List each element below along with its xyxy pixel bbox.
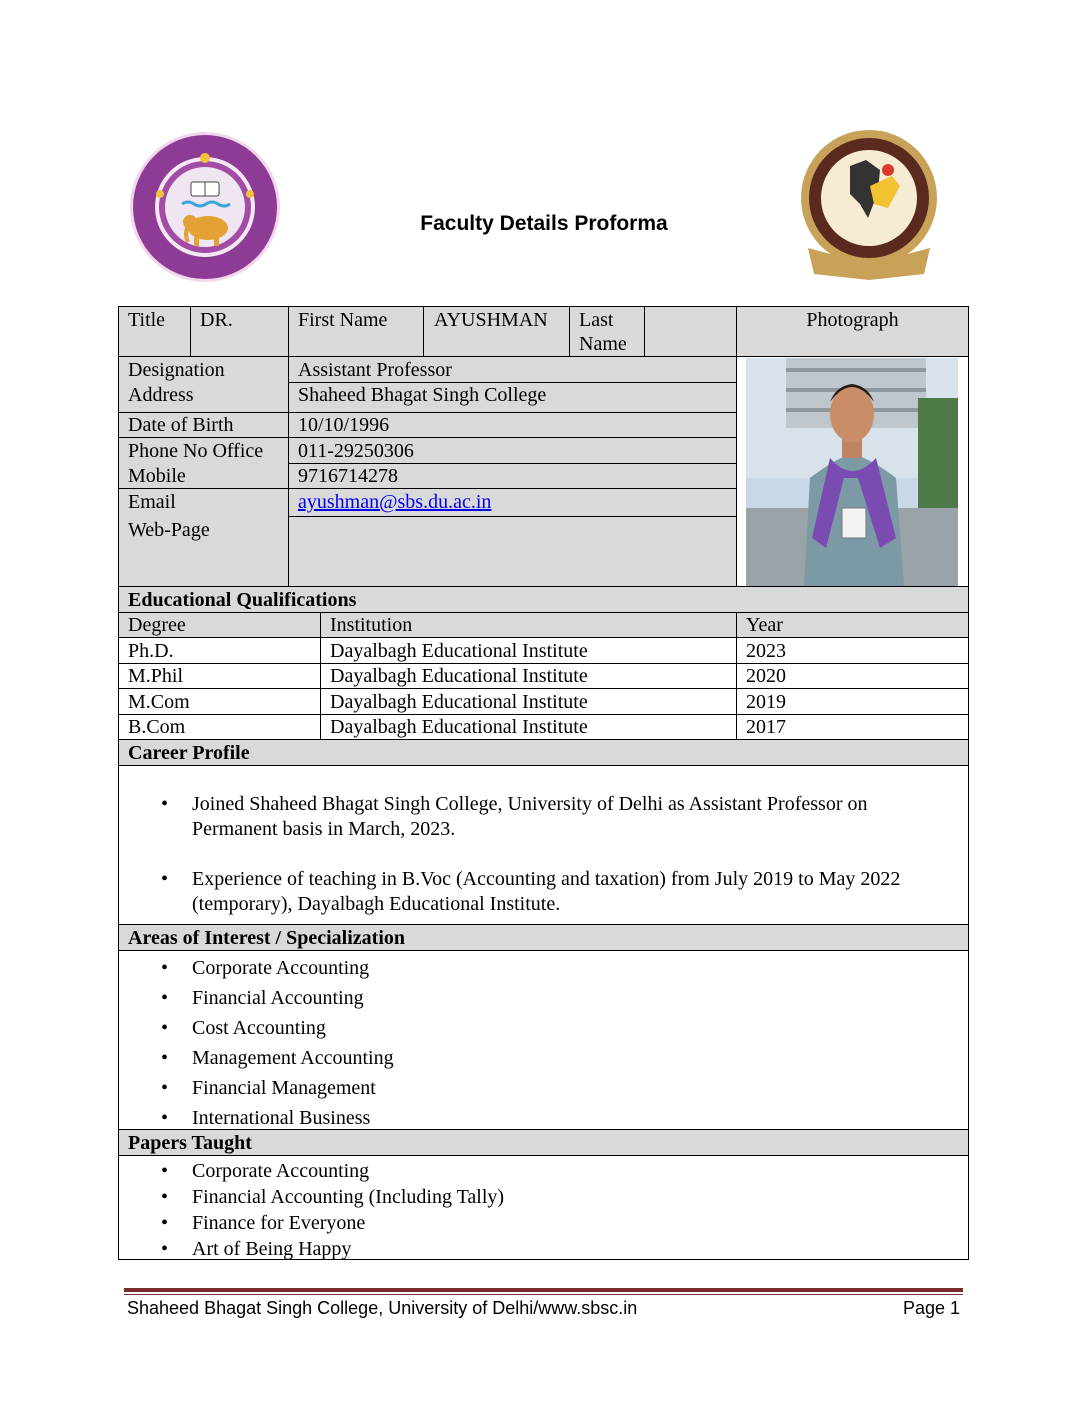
career-list	[192, 792, 900, 917]
title-value: DR.	[200, 309, 233, 331]
page-title: Faculty Details Proforma	[420, 212, 668, 235]
career-item-line2: (temporary), Dayalbagh Educational Institute.	[192, 893, 561, 915]
photograph-label: Photograph	[806, 309, 899, 331]
papers-heading: Papers Taught	[128, 1132, 252, 1154]
university-of-delhi-logo	[128, 130, 282, 284]
last-name-label-line1: Last	[579, 309, 614, 331]
phone-office-value: 011-29250306	[298, 440, 414, 462]
mobile-label: Mobile	[128, 465, 186, 487]
education-row-institution: Dayalbagh Educational Institute	[330, 716, 588, 738]
designation-label: Designation	[128, 359, 225, 381]
education-row-institution: Dayalbagh Educational Institute	[330, 691, 588, 713]
list-item: • Management Accounting	[192, 1043, 394, 1073]
phone-office-label: Phone No Office	[128, 440, 264, 462]
rule	[118, 586, 969, 587]
career-item-line2: Permanent basis in March, 2023.	[192, 818, 456, 840]
footer-rule	[124, 1288, 963, 1292]
list-item: • Cost Accounting	[192, 1013, 394, 1043]
rule	[118, 765, 969, 766]
footer-rule	[124, 1294, 963, 1295]
education-row-degree: B.Com	[128, 716, 186, 738]
rule	[320, 612, 321, 739]
education-row-degree: M.Phil	[128, 665, 184, 687]
education-row-year: 2017	[746, 716, 786, 738]
rule	[190, 306, 191, 356]
rule	[736, 356, 969, 357]
education-row-year: 2023	[746, 640, 786, 662]
last-name-label-line2: Name	[579, 333, 627, 355]
list-item	[192, 867, 900, 917]
career-item-line1: • Joined Shaheed Bhagat Singh College, University of Delhi as Assistant Professor on	[192, 793, 868, 815]
page-number: Page 1	[902, 1298, 960, 1318]
list-item: • International Business	[192, 1103, 394, 1133]
email-label: Email	[128, 491, 176, 513]
rule	[569, 306, 570, 356]
education-row-degree: M.Com	[128, 691, 190, 713]
dob-label: Date of Birth	[128, 414, 234, 436]
rule	[644, 306, 645, 356]
rule	[736, 612, 737, 739]
address-value: Shaheed Bhagat Singh College	[298, 384, 547, 406]
interests-list	[192, 953, 394, 1133]
list-item: • Corporate Accounting	[192, 1158, 504, 1184]
designation-value: Assistant Professor	[298, 359, 452, 381]
rule	[118, 437, 736, 438]
career-item-line1: • Experience of teaching in B.Voc (Accounting and taxation) from July 2019 to May 2022	[192, 868, 901, 890]
first-name-label: First Name	[298, 309, 388, 331]
rule	[118, 924, 969, 925]
faculty-photograph	[746, 358, 958, 586]
footer-college-text: Shaheed Bhagat Singh College, University of Delhi/www.sbsc.in	[127, 1298, 638, 1318]
education-row-year: 2019	[746, 691, 786, 713]
rule	[118, 1155, 969, 1156]
rule	[423, 306, 424, 356]
title-label: Title	[128, 309, 166, 331]
first-name-value: AYUSHMAN	[434, 309, 548, 331]
institution-column-header: Institution	[330, 614, 413, 636]
mobile-value: 9716714278	[298, 465, 398, 487]
rule	[118, 739, 969, 740]
rule	[118, 950, 969, 951]
web-page-label: Web-Page	[128, 519, 210, 541]
career-heading: Career Profile	[128, 742, 250, 764]
shaheed-bhagat-singh-college-logo	[798, 128, 940, 284]
address-label: Address	[128, 384, 194, 406]
education-row-degree: Ph.D.	[128, 640, 174, 662]
rule	[118, 688, 969, 689]
rule	[118, 488, 736, 489]
email-link[interactable]: ayushman@sbs.du.ac.in	[298, 491, 492, 513]
rule	[118, 637, 969, 638]
rule	[288, 306, 289, 586]
year-column-header: Year	[746, 614, 783, 636]
list-item: • Art of Being Happy	[192, 1236, 504, 1262]
education-row-institution: Dayalbagh Educational Institute	[330, 640, 588, 662]
list-item: • Corporate Accounting	[192, 953, 394, 983]
list-item: • Financial Accounting (Including Tally)	[192, 1184, 504, 1210]
degree-column-header: Degree	[128, 614, 186, 636]
list-item	[192, 792, 900, 842]
list-item: • Financial Accounting	[192, 983, 394, 1013]
education-row-institution: Dayalbagh Educational Institute	[330, 665, 588, 687]
rule	[288, 516, 736, 517]
faculty-details-table	[118, 306, 969, 1260]
education-row-year: 2020	[746, 665, 786, 687]
rule	[118, 356, 736, 357]
rule	[118, 612, 969, 613]
last-name-label	[579, 308, 627, 356]
education-heading: Educational Qualifications	[128, 589, 357, 611]
list-item: • Finance for Everyone	[192, 1210, 504, 1236]
dob-value: 10/10/1996	[298, 414, 390, 436]
list-item: • Financial Management	[192, 1073, 394, 1103]
rule	[736, 306, 737, 586]
interests-heading: Areas of Interest / Specialization	[128, 927, 406, 949]
papers-list	[192, 1158, 504, 1262]
